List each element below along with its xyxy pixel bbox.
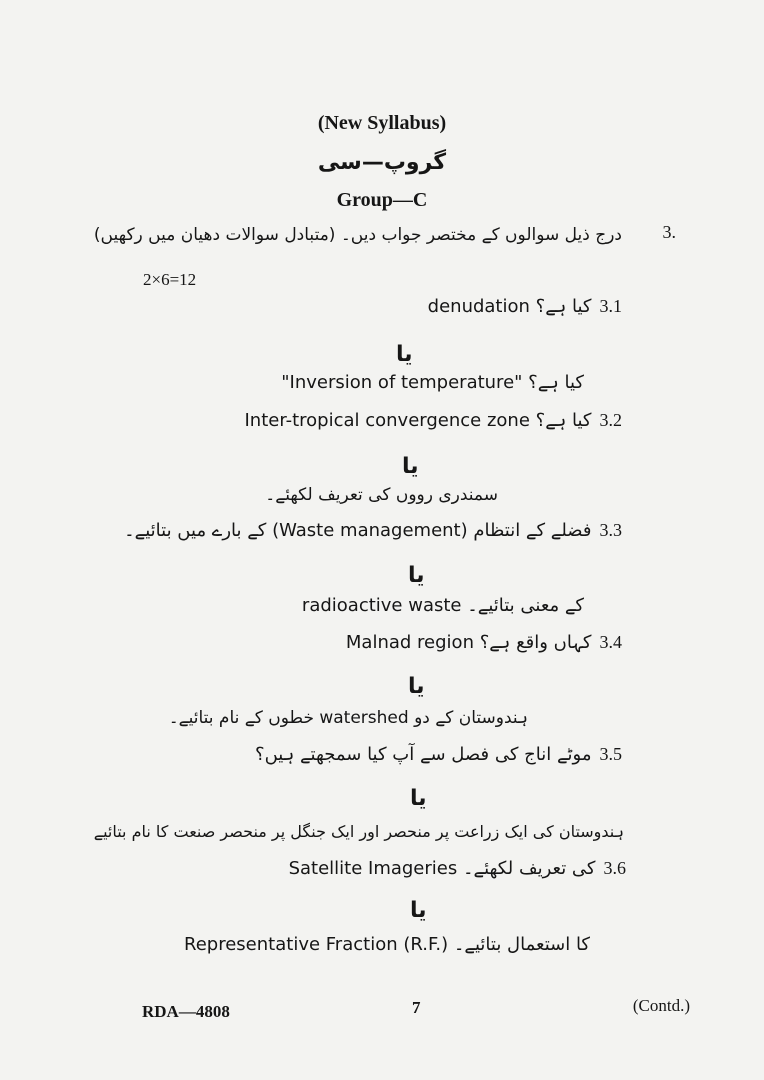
syllabus-label: (New Syllabus) [317,112,447,134]
question-3-5 [255,744,622,765]
or-label: یا [408,674,425,699]
paper-code: RDA—4808 [142,1002,230,1021]
question-number: 3.3 [599,520,622,540]
or-label: یا [402,454,419,479]
question-text: Satellite Imageries کی تعریف لکھئے۔ [288,858,596,879]
question-3-2 [245,410,623,431]
question-text: موٹے اناج کی فصل سے آپ کیا سمجھتے ہیں؟ [255,744,592,765]
alternative-question: radioactive waste کے معنی بتائیے۔ [301,595,584,616]
marks-label: 2×6=12 [143,270,197,289]
question-text: Malnad region کہاں واقع ہے؟ [345,632,592,653]
question-text: denudation کیا ہے؟ [427,296,592,317]
alternative-question: Representative Fraction (R.F.) کا استعمال بتائیے۔ [184,934,590,955]
instruction-text: درج ذیل سوالوں کے مختصر جواب دیں۔ (متبادل سوالات دھیان میں رکھیں) [93,225,622,245]
question-3-6 [289,858,626,879]
group-title-urdu: گروپ—سی [317,150,447,175]
question-number: 3.4 [599,632,622,652]
question-number: 3. [662,222,676,242]
or-label: یا [410,898,427,923]
alternative-question: "Inversion of temperature" کیا ہے؟ [281,372,584,393]
or-label: یا [408,563,425,588]
page-number: 7 [412,998,421,1017]
alternative-question: ہندوستان کے دو watershed خطوں کے نام بتائیے۔ [168,708,528,728]
continued-label: (Contd.) [632,996,690,1015]
alternative-question: ہندوستان کی ایک زراعت پر منحصر اور ایک جنگل پر منحصر صنعت کا نام بتائیے [93,822,624,841]
question-number: 3.1 [599,296,622,316]
question-3-1 [428,296,622,317]
question-number: 3.6 [603,858,626,878]
question-3-4 [346,632,622,653]
question-3-3 [124,520,622,541]
question-number: 3.5 [599,744,622,764]
alternative-question: سمندری رووں کی تعریف لکھئے۔ [265,485,498,505]
or-label: یا [396,342,413,367]
question-number: 3.2 [599,410,622,430]
or-label: یا [410,786,427,811]
question-text: Inter-tropical convergence zone کیا ہے؟ [244,410,592,431]
question-text: فضلے کے انتظام (Waste management) کے بارے میں بتائیے۔ [124,520,592,541]
group-title-english: Group—C [336,189,428,211]
